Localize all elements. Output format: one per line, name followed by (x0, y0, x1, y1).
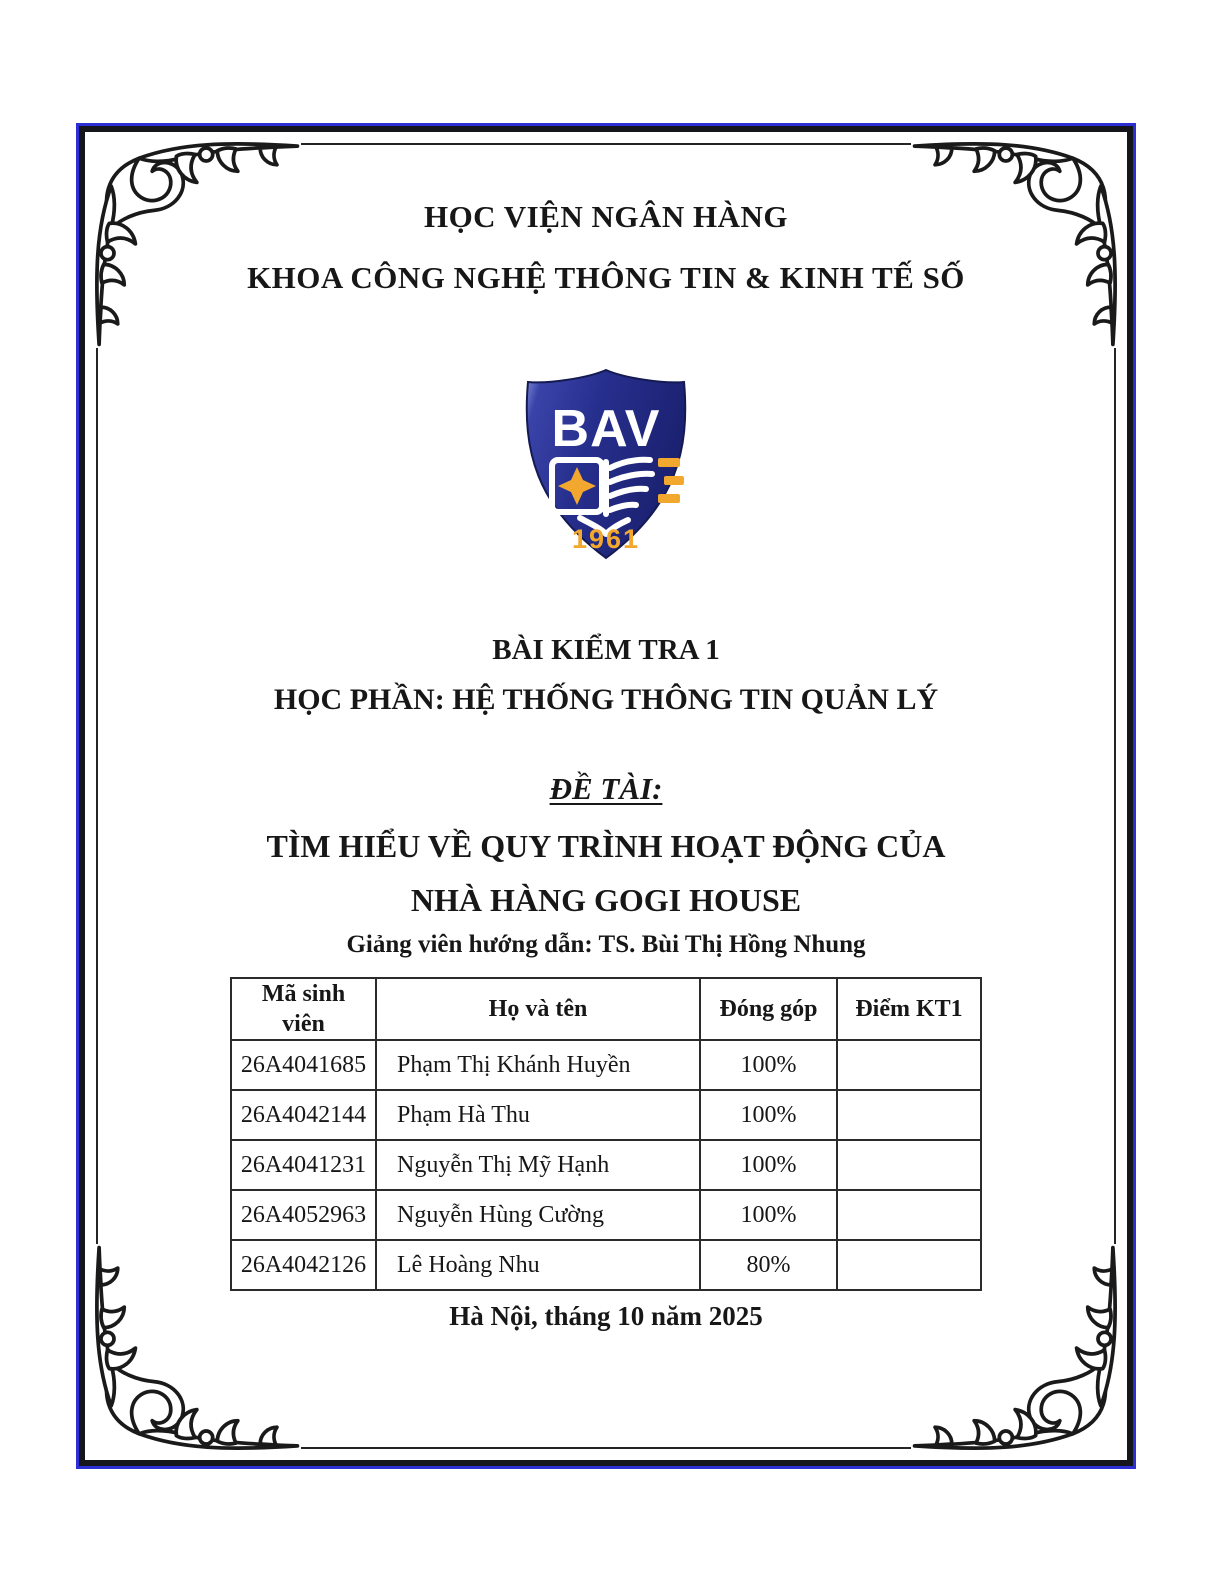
assignment-title: BÀI KIỂM TRA 1 (492, 633, 720, 666)
table-row (231, 1190, 981, 1240)
table-row (231, 1090, 981, 1140)
cell-score (837, 1240, 981, 1290)
column-header: Mã sinh viên (231, 978, 376, 1040)
members-table-head-row (231, 978, 981, 1040)
column-header: Điểm KT1 (837, 978, 981, 1040)
column-header: Đóng góp (700, 978, 837, 1040)
cell-id: 26A4042126 (231, 1240, 376, 1290)
university-name: HỌC VIỆN NGÂN HÀNG (423, 199, 789, 234)
course-name: HỌC PHẦN: HỆ THỐNG THÔNG TIN QUẢN LÝ (273, 682, 939, 716)
topic-line-2: NHÀ HÀNG GOGI HOUSE (410, 882, 802, 918)
cell-score (837, 1090, 981, 1140)
cover-content (85, 132, 1127, 1460)
cell-name: Nguyễn Thị Mỹ Hạnh (376, 1140, 700, 1190)
cell-id: 26A4041685 (231, 1040, 376, 1090)
cell-id: 26A4042144 (231, 1090, 376, 1140)
logo-year: 1961 (571, 523, 641, 554)
topic-line-1: TÌM HIỂU VỀ QUY TRÌNH HOẠT ĐỘNG CỦA (266, 828, 946, 864)
logo-container (85, 366, 1127, 562)
cell-score (837, 1190, 981, 1240)
place-date-line: Hà Nội, tháng 10 năm 2025 (449, 1301, 763, 1332)
cell-name: Nguyễn Hùng Cường (376, 1190, 700, 1240)
cell-contribution: 100% (700, 1140, 837, 1190)
advisor-line: Giảng viên hướng dẫn: TS. Bùi Thị Hồng Nhung (346, 931, 866, 958)
bav-shield-logo (518, 366, 694, 562)
cell-id: 26A4041231 (231, 1140, 376, 1190)
table-row (231, 1240, 981, 1290)
cell-score (837, 1140, 981, 1190)
faculty-name: KHOA CÔNG NGHỆ THÔNG TIN & KINH TẾ SỐ (247, 259, 965, 295)
topic-label: ĐỀ TÀI: (549, 771, 663, 807)
column-header: Họ và tên (376, 978, 700, 1040)
cell-contribution: 80% (700, 1240, 837, 1290)
cell-score (837, 1040, 981, 1090)
cell-name: Lê Hoàng Nhu (376, 1240, 700, 1290)
cell-contribution: 100% (700, 1190, 837, 1240)
cell-contribution: 100% (700, 1040, 837, 1090)
table-row (231, 1040, 981, 1090)
members-table (230, 977, 982, 1291)
cell-name: Phạm Thị Khánh Huyền (376, 1040, 700, 1090)
cell-id: 26A4052963 (231, 1190, 376, 1240)
cell-contribution: 100% (700, 1090, 837, 1140)
members-table-body (231, 1040, 981, 1290)
logo-acronym: BAV (551, 399, 661, 458)
cell-name: Phạm Hà Thu (376, 1090, 700, 1140)
decorative-frame (79, 126, 1133, 1466)
table-row (231, 1140, 981, 1190)
